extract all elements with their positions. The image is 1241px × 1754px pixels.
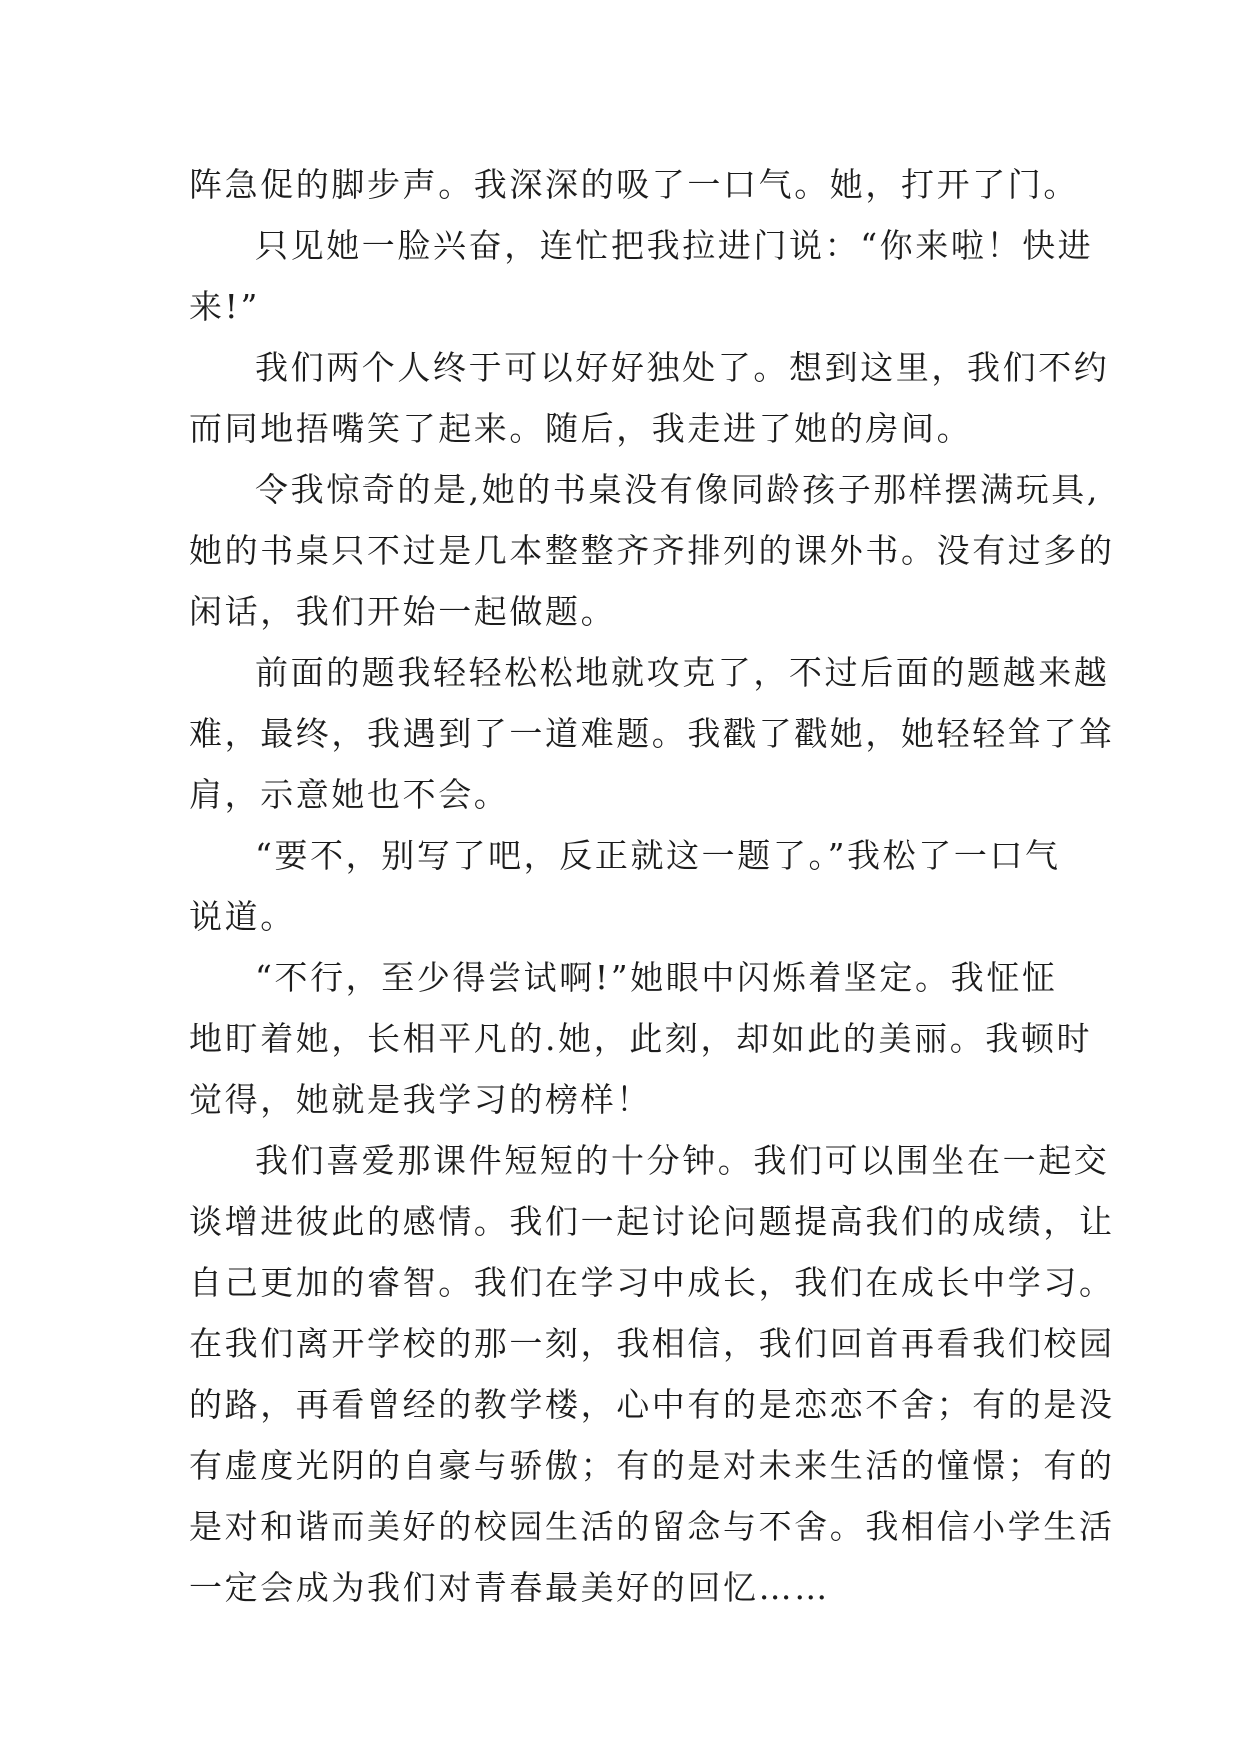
text-line: 只见她一脸兴奋，连忙把我拉进门说：“你来啦！快进 — [255, 226, 1094, 265]
text-line: 闲话，我们开始一起做题。 — [189, 592, 617, 631]
text-line: 是对和谐而美好的校园生活的留念与不舍。我相信小学生活 — [189, 1507, 1115, 1546]
text-line: 而同地捂嘴笑了起来。随后，我走进了她的房间。 — [189, 409, 973, 448]
text-line: 自己更加的睿智。我们在学习中成长，我们在成长中学习。 — [189, 1263, 1115, 1302]
body-text — [189, 154, 1115, 1618]
text-line: 令我惊奇的是,她的书桌没有像同龄孩子那样摆满玩具, — [255, 470, 1100, 509]
text-line: 说道。 — [189, 897, 296, 936]
text-line: 前面的题我轻轻松松地就攻克了，不过后面的题越来越 — [255, 653, 1110, 692]
text-line: 她的书桌只不过是几本整整齐齐排列的课外书。没有过多的 — [189, 531, 1115, 570]
text-line: 阵急促的脚步声。我深深的吸了一口气。她，打开了门。 — [189, 165, 1079, 204]
text-line: 一定会成为我们对青春最美好的回忆…… — [189, 1568, 830, 1607]
text-line: 的路，再看曾经的教学楼，心中有的是恋恋不舍；有的是没 — [189, 1385, 1115, 1424]
text-line: 觉得，她就是我学习的榜样！ — [189, 1080, 652, 1119]
text-line: 来!” — [189, 287, 260, 326]
text-line: 地盯着她，长相平凡的.她，此刻，却如此的美丽。我顿时 — [189, 1019, 1093, 1058]
text-line: “不行，至少得尝试啊!”她眼中闪烁着坚定。我怔怔 — [255, 958, 1058, 997]
text-line: 有虚度光阴的自豪与骄傲；有的是对未来生活的憧憬；有的 — [189, 1446, 1115, 1485]
text-line: 谈增进彼此的感情。我们一起讨论问题提高我们的成绩，让 — [189, 1202, 1115, 1241]
text-line: 在我们离开学校的那一刻，我相信，我们回首再看我们校园 — [189, 1324, 1115, 1363]
text-line: 难，最终，我遇到了一道难题。我戳了戳她，她轻轻耸了耸 — [189, 714, 1115, 753]
text-line: 肩，示意她也不会。 — [189, 775, 510, 814]
text-line: 我们两个人终于可以好好独处了。想到这里，我们不约 — [255, 348, 1110, 387]
text-line: “要不，别写了吧，反正就这一题了。”我松了一口气 — [255, 836, 1061, 875]
text-line: 我们喜爱那课件短短的十分钟。我们可以围坐在一起交 — [255, 1141, 1110, 1180]
